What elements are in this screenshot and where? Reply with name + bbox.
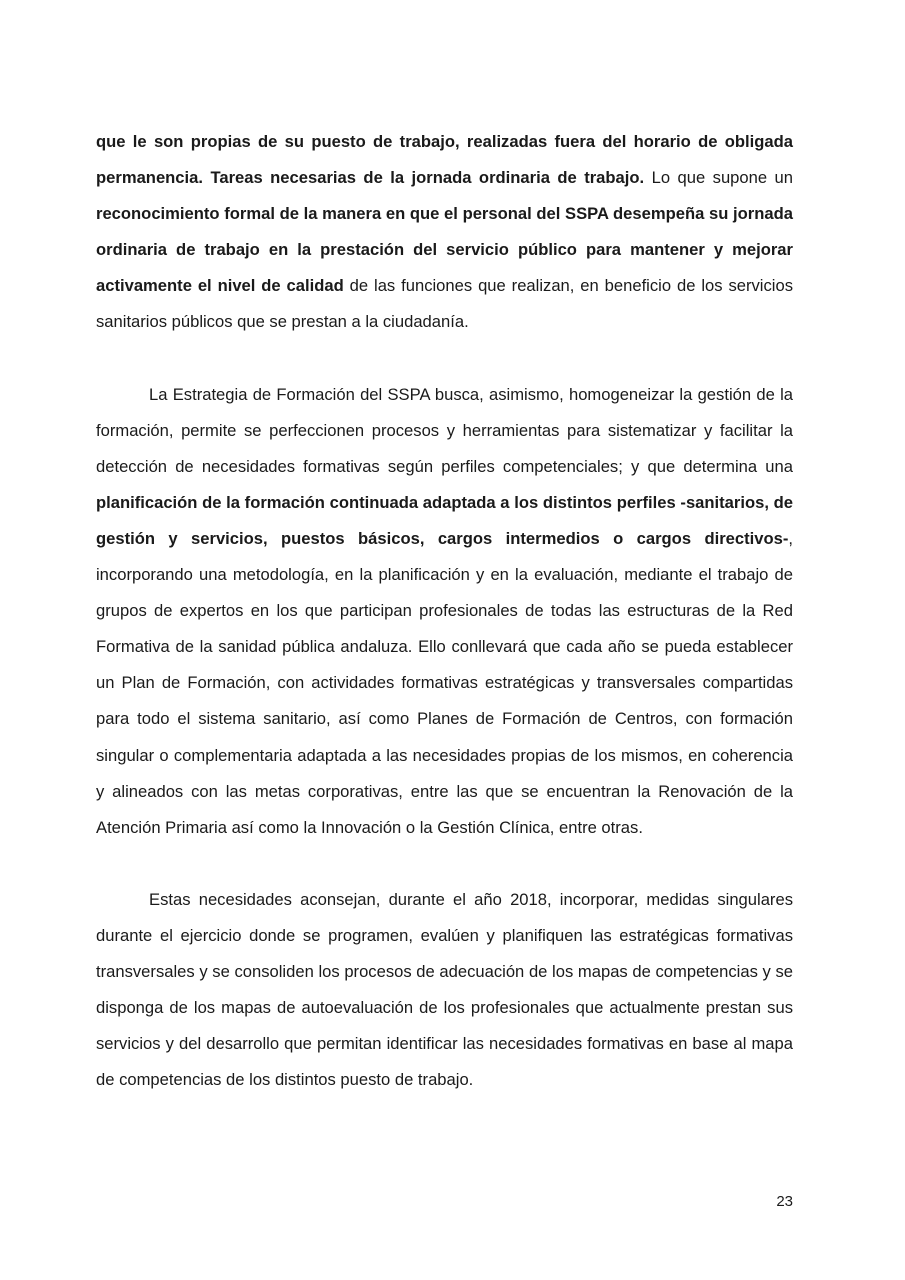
bold-text: planificación de la formación continuada adaptada a los distintos perfiles -sanitarios, de gestión y servicios, puestos básicos, cargos intermedios o cargos directivos-	[96, 492, 793, 548]
text-run: Estas necesidades aconsejan, durante el año 2018, incorporar, medidas singulares durante el ejercicio donde se programen, evalúen y planifiquen las estratégicas formativas transversales y se consoliden los procesos de adecuación de los mapas de competencias y se disponga de los mapas de autoevaluación de los profesionales que actualmente prestan sus servicios y del desarrollo que permitan identificar las necesidades formativas en base al mapa de competencias de los distintos puesto de trabajo.	[96, 889, 793, 1090]
bold-text: reconocimiento formal de la manera en que el personal del SSPA desempeña su jornada ordinaria de trabajo en la prestación del servicio público para mantener y mejorar activamente el nivel de calidad	[96, 204, 793, 296]
text-run: de las funciones que realizan, en beneficio de los servicios sanitarios públicos que se prestan a la ciudadanía.	[96, 276, 794, 332]
bold-text: que le son propias de su puesto de trabajo, realizadas fuera del horario de obligada permanencia. Tareas necesarias de la jornada ordinaria de trabajo.	[96, 132, 793, 188]
paragraph-3	[96, 882, 793, 1099]
page-number: 23	[776, 1193, 793, 1210]
text-run: Lo que supone un	[644, 168, 793, 188]
text-run: , incorporando una metodología, en la planificación y en la evaluación, mediante el trabajo de grupos de expertos en los que participan profesionales de todas las estructuras de la Red Formativa de la sanidad pública andaluza. Ello conllevará que cada año se pueda establecer un Plan de Formación, con actividades formativas estratégicas y transversales compartidas para todo el sistema sanitario, así como Planes de Formación de Centros, con formación singular o complementaria adaptada a las necesidades propias de los mismos, en coherencia y alineados con las metas corporativas, entre las que se encuentran la Renovación de la Atención Primaria así como la Innovación o la Gestión Clínica, entre otras.	[96, 528, 793, 837]
text-run: La Estrategia de Formación del SSPA busca, asimismo, homogeneizar la gestión de la formación, permite se perfeccionen procesos y herramientas para sistematizar y facilitar la detección de necesidades formativas según perfiles competenciales; y que determina una	[96, 384, 793, 476]
paragraph-1	[96, 124, 793, 341]
document-body	[96, 124, 793, 1098]
paragraph-2	[96, 377, 793, 846]
